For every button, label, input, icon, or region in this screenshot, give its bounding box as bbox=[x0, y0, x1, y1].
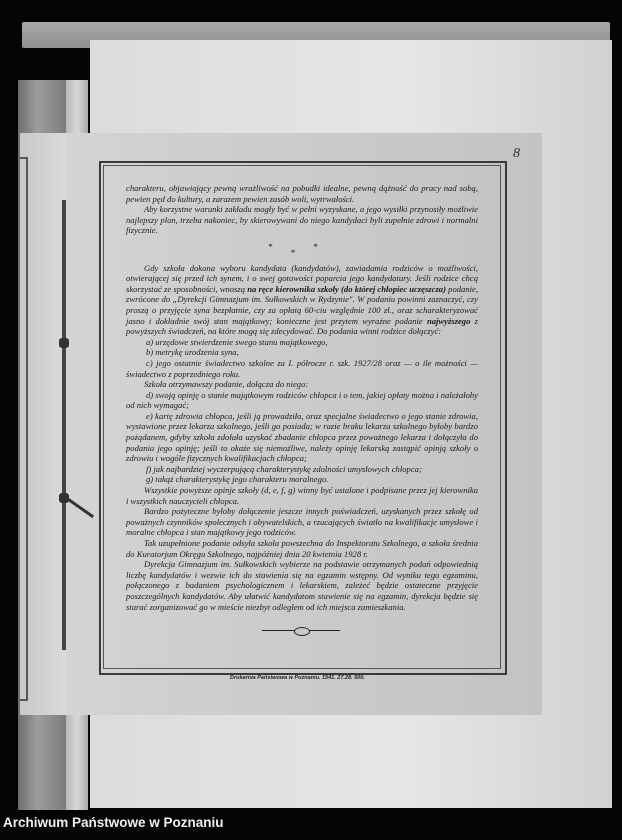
list-item: f) jak najbardziej wyczerpującą charakterystykę zdolności umysłowych chłopca; bbox=[146, 463, 422, 474]
binding-thread bbox=[62, 200, 66, 650]
page-number: 8 bbox=[513, 146, 520, 161]
list-item: c) jego ostatnie świadectwo szkolne za I. półrocze r. szk. 1927/28 oraz — o ile możności — świadectwo z poprzedniego roku. bbox=[126, 357, 478, 379]
list-item: g) takąż charakterystykę jego charakteru moralnego. bbox=[146, 474, 329, 485]
list-item: a) urzędowe stwierdzenie swego stanu majątkowego, bbox=[146, 336, 328, 347]
paragraph: Aby korzystne warunki zakładu mogły być w pełni wyzyskane, a jego wysiłki przynosiły możliwie najlepszy plon, trzeba nakoniec, by skierowywani do niego kandydaci byli zupełnie zdrowi i normalni fizycznie. bbox=[126, 204, 478, 236]
archive-label: Archiwum Państwowe w Poznaniu bbox=[3, 815, 224, 830]
paragraph-application: Gdy szkoła dokona wyboru kandydata (kandydatów), zawiadamia rodziców o możliwości, otwierającej się przed ich synem, i o swej gotowości poparcia jego kandydatury. Jeśli rodzice chcą skorzystać ze sposobności, wnoszą na ręce kierownika szkoły (do której chłopiec uczęszcza) podanie, zwrócone do „Dyrekcji Gimnazjum im. Sułkowskich w Rydzynie". W podaniu powinni zaznaczyć, czy proszą o przyjęcie syna bezpłatnie, czy za opłatą 60-ciu względnie 100 zł., oraz scharakteryzować jasno i dokładnie swój stan majątkowy; konieczne jest przytem wyraźne podanie najwyższego z powyższych świadczeń, na które mogą się zdecydować. Do podania winni rodzice dołączyć: bbox=[126, 262, 479, 337]
document-body bbox=[126, 183, 478, 612]
asterism-divider: *** bbox=[268, 241, 336, 258]
list-item: d) swoją opinję o stanie majątkowym rodziców chłopca i o tem, jakiej opłaty można i należałoby od nich wymagać; bbox=[126, 389, 478, 411]
ornament-knot-icon bbox=[294, 627, 310, 636]
paragraph: charakteru, objawiający pewną wrażliwość na pobudki idealne, pewną dążność do pracy nad sobą, pewien pęd do kultury, a zarazem pewien zasób woli, wytrwałości. bbox=[126, 183, 478, 204]
paragraph: Bardzo pożyteczne byłoby dołączenie jeszcze innych poświadczeń, uzyskanych przez szkołę od poważnych czynników społecznych i obywatelskich, a rzucających światło na kwalifikacje umysłowe i moralne chłopca i stan majątkowy jego rodziców. bbox=[126, 506, 478, 538]
list-item: e) kartę zdrowia chłopca, jeśli ją prowadziła, oraz specjalne świadectwo o jego stanie zdrowia, wystawione przez lekarza szkolnego, jeśli go posiada; w razie braku lekarza szkolnego byłoby bardzo pożądanem, gdyby szkoła zdołała uzyskać zbadanie chłopca przez poważnego lekarza i dołączyła do podania jego opinję; jeśli to okaże się niemożliwe, należy opinję lekarską zastąpić opinją szkoły o zdrowiu i wogóle fizycznych kwalifikacjach chłopca; bbox=[126, 410, 478, 464]
paragraph: Szkoła otrzymawszy podanie, dołącza do niego: bbox=[144, 379, 309, 390]
list-item: b) metrykę urodzenia syna, bbox=[146, 347, 239, 358]
thread-knot bbox=[59, 338, 69, 348]
left-fold-frame-border bbox=[20, 157, 28, 701]
printer-imprint: Drukarnia Państwowa w Poznaniu. 1541. 27.28. 500. bbox=[230, 675, 365, 681]
ornament-divider bbox=[262, 627, 340, 635]
paragraph: Dyrekcja Gimnazjum im. Sułkowskich wybierze na podstawie otrzymanych podań odpowiednią liczbę kandydatów i wezwie ich do stawienia się na egzamin wstępny. Od wyniku tego egzaminu, połączonego z badaniem psychologicznem i lekarskiem, zależeć będzie ostateczne przyjęcie poszczególnych kandydatów. Aby ułatwić kandydatom stawienie się na egzamin, dyrekcja będzie się starać zorganizować go w mieście niezbyt odległem od ich miejsca zamieszkania. bbox=[126, 559, 478, 612]
paragraph: Wszystkie powyższe opinje szkoły (d, e, f, g) winny być ustalone i podpisane przez jej kierownika i wszystkich nauczycieli chłopca. bbox=[126, 485, 478, 506]
emphasis: na ręce kierownika szkoły (do której chłopiec uczęszcza) bbox=[247, 283, 446, 294]
paragraph: Tak uzupełnione podanie odsyła szkoła powszechna do Inspektoratu Szkolnego, a szkoła średnia do Kuratorjum Okręgu Szkolnego, najpóźniej dnia 20 kwietnia 1928 r. bbox=[126, 538, 478, 559]
emphasis: najwyższego bbox=[426, 315, 471, 326]
